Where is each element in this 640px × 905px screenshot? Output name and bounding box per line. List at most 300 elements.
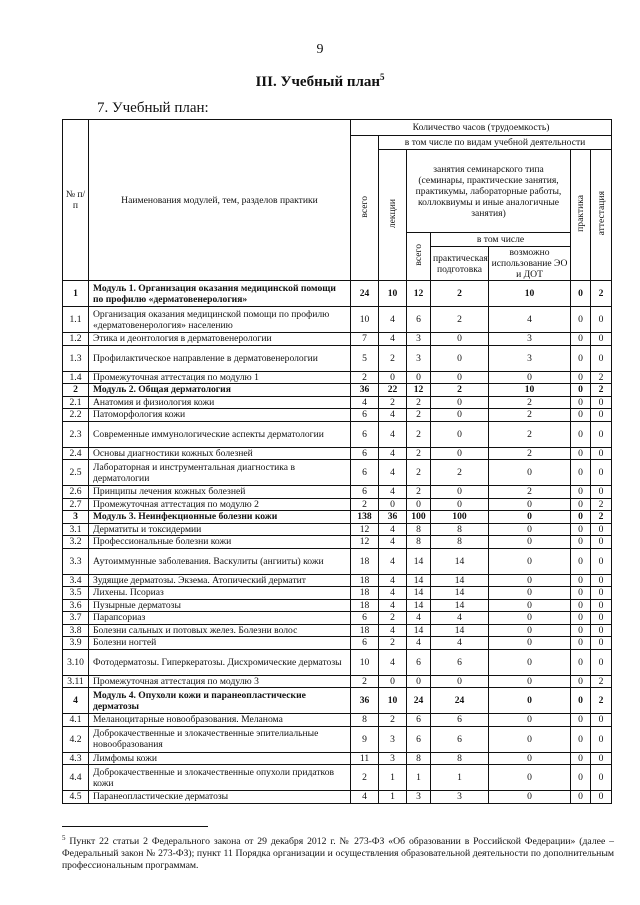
eo-dot-hours: 0: [489, 599, 571, 612]
eo-dot-hours: 0: [489, 688, 571, 714]
eo-dot-hours: 3: [489, 345, 571, 371]
total-hours: 6: [351, 409, 379, 422]
total-hours: 2: [351, 765, 379, 791]
eo-dot-hours: 0: [489, 536, 571, 549]
lectures-hours: 1: [379, 765, 407, 791]
lectures-hours: 4: [379, 523, 407, 536]
attestation-hours: 0: [591, 307, 612, 333]
header-seminar-total-text: всего: [413, 244, 424, 266]
footnote: [62, 832, 614, 872]
module-row: [63, 511, 612, 524]
practical-training-hours: 0: [431, 447, 489, 460]
row-number: 4.5: [63, 791, 89, 804]
practice-hours: 0: [571, 714, 591, 727]
table-row: [63, 612, 612, 625]
eo-dot-hours: 10: [489, 384, 571, 397]
total-hours: 6: [351, 486, 379, 499]
practical-training-hours: 14: [431, 574, 489, 587]
attestation-hours: 0: [591, 624, 612, 637]
lectures-hours: 3: [379, 752, 407, 765]
row-name: Профессиональные болезни кожи: [89, 536, 351, 549]
row-name: Промежуточная аттестация по модулю 3: [89, 675, 351, 688]
attestation-hours: 0: [591, 345, 612, 371]
row-name: Модуль 3. Неинфекционные болезни кожи: [89, 511, 351, 524]
practice-hours: 0: [571, 486, 591, 499]
eo-dot-hours: 0: [489, 548, 571, 574]
row-name: Патоморфология кожи: [89, 409, 351, 422]
row-name: Основы диагностики кожных болезней: [89, 447, 351, 460]
lectures-hours: 2: [379, 396, 407, 409]
practice-hours: 0: [571, 599, 591, 612]
row-name: Промежуточная аттестация по модулю 1: [89, 371, 351, 384]
header-practical-training: практическая подготовка: [431, 247, 489, 281]
practical-training-hours: 0: [431, 498, 489, 511]
lectures-hours: 2: [379, 637, 407, 650]
seminar-hours: 6: [407, 307, 431, 333]
row-number: 3.8: [63, 624, 89, 637]
eo-dot-hours: 0: [489, 637, 571, 650]
section-title: [0, 72, 640, 91]
table-row: [63, 460, 612, 486]
practical-training-hours: 6: [431, 726, 489, 752]
row-number: 2: [63, 384, 89, 397]
practical-training-hours: 14: [431, 587, 489, 600]
row-name: Парапсориаз: [89, 612, 351, 625]
total-hours: 24: [351, 281, 379, 307]
table-row: [63, 447, 612, 460]
seminar-hours: 2: [407, 421, 431, 447]
table-row: [63, 345, 612, 371]
total-hours: 7: [351, 333, 379, 346]
table-row: [63, 599, 612, 612]
total-hours: 6: [351, 612, 379, 625]
header-total: [351, 136, 379, 281]
footnote-divider: [62, 826, 208, 827]
seminar-hours: 14: [407, 574, 431, 587]
row-name: Зудящие дерматозы. Экзема. Атопический дерматит: [89, 574, 351, 587]
seminar-hours: 12: [407, 384, 431, 397]
seminar-hours: 14: [407, 624, 431, 637]
lectures-hours: 2: [379, 714, 407, 727]
practical-training-hours: 0: [431, 396, 489, 409]
seminar-hours: 0: [407, 498, 431, 511]
header-hours: Количество часов (трудоемкость): [351, 120, 612, 136]
practice-hours: 0: [571, 574, 591, 587]
attestation-hours: 0: [591, 765, 612, 791]
total-hours: 12: [351, 523, 379, 536]
lectures-hours: 10: [379, 281, 407, 307]
total-hours: 36: [351, 384, 379, 397]
eo-dot-hours: 0: [489, 752, 571, 765]
row-number: 2.7: [63, 498, 89, 511]
practice-hours: 0: [571, 371, 591, 384]
practice-hours: 0: [571, 688, 591, 714]
seminar-hours: 24: [407, 688, 431, 714]
row-number: 2.3: [63, 421, 89, 447]
eo-dot-hours: 2: [489, 409, 571, 422]
practice-hours: 0: [571, 548, 591, 574]
eo-dot-hours: 0: [489, 649, 571, 675]
practice-hours: 0: [571, 498, 591, 511]
practical-training-hours: 6: [431, 649, 489, 675]
total-hours: 5: [351, 345, 379, 371]
eo-dot-hours: 0: [489, 624, 571, 637]
practice-hours: 0: [571, 726, 591, 752]
eo-dot-hours: 0: [489, 574, 571, 587]
seminar-hours: 4: [407, 612, 431, 625]
total-hours: 18: [351, 574, 379, 587]
practice-hours: 0: [571, 421, 591, 447]
practical-training-hours: 0: [431, 675, 489, 688]
header-eo-dot: возможно использование ЭО и ДОТ: [489, 247, 571, 281]
header-name: Наименования модулей, тем, разделов практики: [89, 120, 351, 281]
total-hours: 138: [351, 511, 379, 524]
total-hours: 9: [351, 726, 379, 752]
header-practice: [571, 150, 591, 281]
practice-hours: 0: [571, 523, 591, 536]
attestation-hours: 0: [591, 587, 612, 600]
row-name: Пузырные дерматозы: [89, 599, 351, 612]
row-name: Промежуточная аттестация по модулю 2: [89, 498, 351, 511]
subtitle: 7. Учебный план:: [97, 100, 209, 116]
table-row: [63, 649, 612, 675]
practical-training-hours: 0: [431, 409, 489, 422]
seminar-hours: 8: [407, 536, 431, 549]
lectures-hours: 4: [379, 548, 407, 574]
practical-training-hours: 24: [431, 688, 489, 714]
seminar-hours: 6: [407, 714, 431, 727]
table-row: [63, 486, 612, 499]
practice-hours: 0: [571, 345, 591, 371]
header-lectures-text: лекции: [387, 198, 398, 229]
row-number: 4.2: [63, 726, 89, 752]
practice-hours: 0: [571, 307, 591, 333]
row-number: 3.6: [63, 599, 89, 612]
row-number: 1: [63, 281, 89, 307]
attestation-hours: 0: [591, 726, 612, 752]
practice-hours: 0: [571, 281, 591, 307]
total-hours: 18: [351, 599, 379, 612]
row-number: 4.3: [63, 752, 89, 765]
header-seminar: занятия семинарского типа (семинары, практические занятия, практикумы, лабораторные работы, коллоквиумы и иные аналогичные занятия): [407, 150, 571, 233]
seminar-hours: 3: [407, 345, 431, 371]
attestation-hours: 0: [591, 599, 612, 612]
header-lectures: [379, 150, 407, 281]
table-row: [63, 523, 612, 536]
row-number: 3: [63, 511, 89, 524]
module-row: [63, 384, 612, 397]
lectures-hours: 4: [379, 599, 407, 612]
footnote-ref: 5: [380, 72, 385, 82]
row-name: Модуль 2. Общая дерматология: [89, 384, 351, 397]
practical-training-hours: 4: [431, 637, 489, 650]
seminar-hours: 6: [407, 726, 431, 752]
row-name: Болезни ногтей: [89, 637, 351, 650]
footnote-mark: 5: [62, 834, 66, 842]
practical-training-hours: 8: [431, 523, 489, 536]
lectures-hours: 4: [379, 536, 407, 549]
attestation-hours: 0: [591, 486, 612, 499]
attestation-hours: 2: [591, 498, 612, 511]
row-name: Принципы лечения кожных болезней: [89, 486, 351, 499]
lectures-hours: 4: [379, 649, 407, 675]
row-name: Болезни сальных и потовых желез. Болезни волос: [89, 624, 351, 637]
practice-hours: 0: [571, 333, 591, 346]
row-number: 1.4: [63, 371, 89, 384]
row-name: Лихены. Псориаз: [89, 587, 351, 600]
seminar-hours: 4: [407, 637, 431, 650]
attestation-hours: 0: [591, 333, 612, 346]
total-hours: 6: [351, 460, 379, 486]
eo-dot-hours: 0: [489, 498, 571, 511]
lectures-hours: 3: [379, 726, 407, 752]
attestation-hours: 2: [591, 511, 612, 524]
attestation-hours: 0: [591, 409, 612, 422]
attestation-hours: 0: [591, 752, 612, 765]
practice-hours: 0: [571, 675, 591, 688]
practice-hours: 0: [571, 587, 591, 600]
practice-hours: 0: [571, 649, 591, 675]
row-number: 3.1: [63, 523, 89, 536]
eo-dot-hours: 2: [489, 421, 571, 447]
row-number: 3.7: [63, 612, 89, 625]
table-row: [63, 548, 612, 574]
row-name: Дерматиты и токсидермии: [89, 523, 351, 536]
practical-training-hours: 4: [431, 612, 489, 625]
practical-training-hours: 0: [431, 486, 489, 499]
practical-training-hours: 2: [431, 384, 489, 397]
header-seminar-total: [407, 233, 431, 281]
eo-dot-hours: 3: [489, 333, 571, 346]
attestation-hours: 2: [591, 384, 612, 397]
row-number: 4.4: [63, 765, 89, 791]
table-row: [63, 714, 612, 727]
seminar-hours: 14: [407, 548, 431, 574]
practical-training-hours: 14: [431, 624, 489, 637]
page-number: 9: [316, 42, 324, 57]
practical-training-hours: 0: [431, 345, 489, 371]
attestation-hours: 2: [591, 371, 612, 384]
total-hours: 10: [351, 307, 379, 333]
table-row: [63, 371, 612, 384]
eo-dot-hours: 0: [489, 587, 571, 600]
lectures-hours: 4: [379, 333, 407, 346]
total-hours: 8: [351, 714, 379, 727]
eo-dot-hours: 2: [489, 396, 571, 409]
eo-dot-hours: 0: [489, 714, 571, 727]
row-name: Этика и деонтология в дерматовенерологии: [89, 333, 351, 346]
total-hours: 4: [351, 396, 379, 409]
practical-training-hours: 2: [431, 460, 489, 486]
header-total-text: всего: [359, 195, 370, 218]
practical-training-hours: 0: [431, 421, 489, 447]
row-number: 4.1: [63, 714, 89, 727]
seminar-hours: 2: [407, 409, 431, 422]
row-name: Лабораторная и инструментальная диагностика в дерматологии: [89, 460, 351, 486]
total-hours: 11: [351, 752, 379, 765]
table-row: [63, 333, 612, 346]
eo-dot-hours: 0: [489, 675, 571, 688]
table-row: [63, 396, 612, 409]
practice-hours: 0: [571, 409, 591, 422]
seminar-hours: 8: [407, 523, 431, 536]
attestation-hours: 0: [591, 460, 612, 486]
seminar-hours: 0: [407, 371, 431, 384]
lectures-hours: 10: [379, 688, 407, 714]
section-title-text: III. Учебный план: [255, 74, 381, 90]
practice-hours: 0: [571, 511, 591, 524]
row-number: 2.2: [63, 409, 89, 422]
row-number: 2.5: [63, 460, 89, 486]
practice-hours: 0: [571, 752, 591, 765]
eo-dot-hours: 10: [489, 281, 571, 307]
practice-hours: 0: [571, 384, 591, 397]
eo-dot-hours: 0: [489, 371, 571, 384]
seminar-hours: 6: [407, 649, 431, 675]
row-number: 3.5: [63, 587, 89, 600]
practice-hours: 0: [571, 765, 591, 791]
practical-training-hours: 8: [431, 536, 489, 549]
seminar-hours: 3: [407, 791, 431, 804]
total-hours: 2: [351, 371, 379, 384]
eo-dot-hours: 0: [489, 765, 571, 791]
attestation-hours: 2: [591, 281, 612, 307]
table-body: [63, 281, 612, 804]
practical-training-hours: 3: [431, 791, 489, 804]
practice-hours: 0: [571, 637, 591, 650]
row-name: Анатомия и физиология кожи: [89, 396, 351, 409]
header-attestation: [591, 150, 612, 281]
row-number: 2.4: [63, 447, 89, 460]
attestation-hours: 2: [591, 688, 612, 714]
practical-training-hours: 14: [431, 599, 489, 612]
table-row: [63, 536, 612, 549]
seminar-hours: 8: [407, 752, 431, 765]
row-number: 2.1: [63, 396, 89, 409]
lectures-hours: 4: [379, 624, 407, 637]
total-hours: 18: [351, 587, 379, 600]
seminar-hours: 0: [407, 675, 431, 688]
lectures-hours: 4: [379, 460, 407, 486]
attestation-hours: 0: [591, 421, 612, 447]
eo-dot-hours: 2: [489, 447, 571, 460]
practice-hours: 0: [571, 612, 591, 625]
practice-hours: 0: [571, 791, 591, 804]
row-name: Аутоиммунные заболевания. Васкулиты (ангииты) кожи: [89, 548, 351, 574]
lectures-hours: 0: [379, 675, 407, 688]
table-row: [63, 498, 612, 511]
lectures-hours: 4: [379, 574, 407, 587]
lectures-hours: 0: [379, 371, 407, 384]
seminar-hours: 3: [407, 333, 431, 346]
row-name: Паранеопластические дерматозы: [89, 791, 351, 804]
total-hours: 12: [351, 536, 379, 549]
attestation-hours: 0: [591, 548, 612, 574]
table-row: [63, 587, 612, 600]
practical-training-hours: 14: [431, 548, 489, 574]
lectures-hours: 4: [379, 587, 407, 600]
header-num: № п/п: [63, 120, 89, 281]
attestation-hours: 0: [591, 637, 612, 650]
attestation-hours: 0: [591, 536, 612, 549]
table-row: [63, 409, 612, 422]
seminar-hours: 1: [407, 765, 431, 791]
attestation-hours: 2: [591, 675, 612, 688]
row-name: Профилактическое направление в дерматовенерологии: [89, 345, 351, 371]
lectures-hours: 2: [379, 612, 407, 625]
row-name: Организация оказания медицинской помощи по профилю «дерматовенерология» населению: [89, 307, 351, 333]
total-hours: 10: [351, 649, 379, 675]
table-row: [63, 726, 612, 752]
practical-training-hours: 1: [431, 765, 489, 791]
seminar-hours: 2: [407, 447, 431, 460]
eo-dot-hours: 0: [489, 612, 571, 625]
attestation-hours: 0: [591, 649, 612, 675]
total-hours: 18: [351, 624, 379, 637]
table-row: [63, 624, 612, 637]
row-number: 3.10: [63, 649, 89, 675]
row-name: Фотодерматозы. Гиперкератозы. Дисхромические дерматозы: [89, 649, 351, 675]
table-row: [63, 574, 612, 587]
module-row: [63, 688, 612, 714]
header-attestation-text: аттестация: [595, 191, 607, 236]
practice-hours: 0: [571, 460, 591, 486]
seminar-hours: 12: [407, 281, 431, 307]
total-hours: 6: [351, 447, 379, 460]
lectures-hours: 4: [379, 447, 407, 460]
practical-training-hours: 2: [431, 307, 489, 333]
attestation-hours: 0: [591, 523, 612, 536]
header-by-type: в том числе по видам учебной деятельности: [379, 136, 612, 150]
row-number: 3.4: [63, 574, 89, 587]
seminar-hours: 2: [407, 396, 431, 409]
row-number: 3.3: [63, 548, 89, 574]
seminar-hours: 2: [407, 460, 431, 486]
lectures-hours: 4: [379, 421, 407, 447]
seminar-hours: 14: [407, 587, 431, 600]
eo-dot-hours: 0: [489, 511, 571, 524]
eo-dot-hours: 4: [489, 307, 571, 333]
practical-training-hours: 6: [431, 714, 489, 727]
lectures-hours: 1: [379, 791, 407, 804]
attestation-hours: 0: [591, 396, 612, 409]
module-row: [63, 281, 612, 307]
attestation-hours: 0: [591, 612, 612, 625]
practical-training-hours: 8: [431, 752, 489, 765]
attestation-hours: 0: [591, 574, 612, 587]
lectures-hours: 4: [379, 307, 407, 333]
row-number: 3.2: [63, 536, 89, 549]
total-hours: 6: [351, 637, 379, 650]
lectures-hours: 0: [379, 498, 407, 511]
row-number: 3.11: [63, 675, 89, 688]
row-number: 3.9: [63, 637, 89, 650]
lectures-hours: 36: [379, 511, 407, 524]
table-row: [63, 307, 612, 333]
row-name: Модуль 4. Опухоли кожи и паранеопластические дерматозы: [89, 688, 351, 714]
seminar-hours: 2: [407, 486, 431, 499]
practical-training-hours: 0: [431, 333, 489, 346]
lectures-hours: 22: [379, 384, 407, 397]
attestation-hours: 0: [591, 791, 612, 804]
eo-dot-hours: 0: [489, 460, 571, 486]
total-hours: 2: [351, 675, 379, 688]
lectures-hours: 4: [379, 409, 407, 422]
row-name: Современные иммунологические аспекты дерматологии: [89, 421, 351, 447]
eo-dot-hours: 2: [489, 486, 571, 499]
practice-hours: 0: [571, 536, 591, 549]
footnote-text: Пункт 22 статьи 2 Федерального закона от 29 декабря 2012 г. № 273-ФЗ «Об образовании в Российской Федерации» (далее – Федеральный закон № 273-ФЗ); пункт 11 Порядка организации и осуществления образовательной деятельности по дополнительным профессиональным программам.: [62, 836, 614, 872]
